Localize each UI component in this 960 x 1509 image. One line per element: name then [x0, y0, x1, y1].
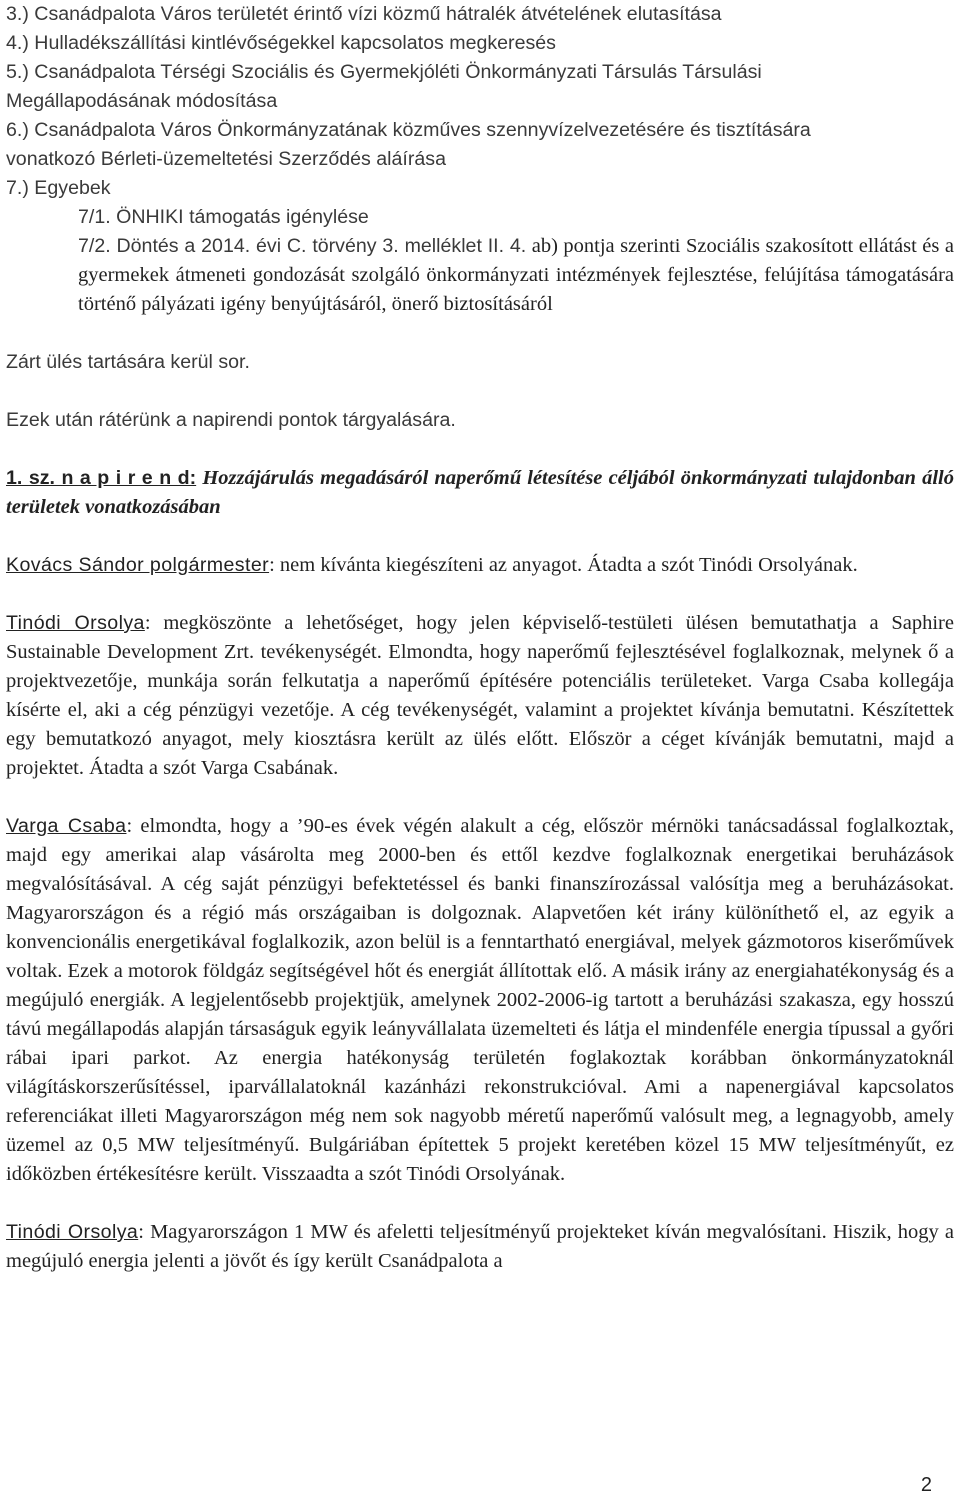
agenda-item-3: 3.) Csanádpalota Város területét érintő vízi közmű hátralék átvételének elutasítása — [6, 3, 722, 25]
paragraph-tinodi-2 — [6, 1218, 954, 1276]
topic-number: 1. sz. n a p i r e n d: — [6, 467, 197, 489]
paragraph-text: : nem kívánta kiegészíteni az anyagot. Átadta a szót Tinódi Orsolyának. — [269, 554, 858, 576]
speaker-name: Tinódi Orsolya — [6, 612, 145, 634]
agenda-item-4: 4.) Hulladékszállítási kintlévőségekkel kapcsolatos megkeresés — [6, 32, 556, 54]
speaker-name: Kovács Sándor polgármester — [6, 554, 270, 576]
agenda-item-6-line-2: vonatkozó Bérleti-üzemeltetési Szerződés aláírása — [6, 148, 446, 170]
agenda-item-6-line-1: 6.) Csanádpalota Város Önkormányzatának közműves szennyvízelvezetésére és tisztítására — [6, 119, 811, 141]
agenda-item-7-2-head: 7/2. Döntés a 2014. évi C. törvény 3. melléklet II. 4. — [78, 235, 527, 257]
agenda-item-7-2-rest: ab) pontja szerinti Szociális szakosított ellátást és a gyermekek átmeneti gondozását szolgáló önkormányzati intézmények fejlesztése, felújítása támogatására történő pályázati igény benyújtásáról, önerő biztosításáról — [78, 235, 954, 315]
paragraph-kovacs — [6, 551, 954, 580]
agenda-item-7-1: 7/1. ÖNHIKI támogatás igénylése — [78, 206, 369, 228]
page-number: 2 — [920, 1474, 932, 1496]
paragraph-varga — [6, 812, 954, 1189]
closed-session-note: Zárt ülés tartására kerül sor. — [6, 351, 250, 373]
topic-heading — [6, 464, 954, 522]
topic-title: Hozzájárulás megadásáról naperőmű létesítése céljából önkormányzati tulajdonban álló területek vonatkozásában — [6, 467, 954, 518]
agenda-list — [6, 0, 954, 319]
transition-text: Ezek után rátérünk a napirendi pontok tárgyalására. — [6, 409, 456, 431]
agenda-item-5-line-1: 5.) Csanádpalota Térségi Szociális és Gyermekjóléti Önkormányzati Társulás Társulási — [6, 61, 762, 83]
paragraph-text: : megköszönte a lehetőséget, hogy jelen képviselő-testületi ülésen bemutathatja a Saphire Sustainable Development Zrt. tevékenységét. Elmondta, hogy naperőmű fejlesztésével foglalkoznak, melynek ő a projektvezetője, munkája során felkutatja a naperőmű építésére potenciális területeket. Varga Csaba kollegája kísérte el, aki a cég pénzügyi vezetője. A cég tevékenységét, valamint a projektet kívánja bemutatni. Készítettek egy bemutatkozó anyagot, mely kiosztásra került az ülés előtt. Először a céget kívánják bemutatni, majd a projektet. Átadta a szót Varga Csabának. — [6, 612, 954, 779]
paragraph-text: : Magyarországon 1 MW és afeletti teljesítményű projekteket kíván megvalósítani. Hiszik, hogy a megújuló energia jelenti a jövőt és így került Csanádpalota a — [6, 1221, 954, 1272]
speaker-name: Varga Csaba — [6, 815, 127, 837]
agenda-item-7: 7.) Egyebek — [6, 177, 111, 199]
paragraph-text: : elmondta, hogy a ’90-es évek végén alakult a cég, először mérnöki tanácsadással foglalkoztak, majd egy amerikai alap vásárolta meg 2000-ben és ettől kezdve foglalkoznak energetikai beruházások megvalósításával. A cég saját pénzügyi befektetéssel és banki finanszírozással valósítja meg a beruházásokat. Magyarországon és a régió más országaiban is dolgoznak. Alapvetően két irány különíthető el, az egyik a konvencionális energetikával foglalkozik, azon belül is a fenntartható energiával, melyek gázmotoros kiserőművek voltak. Ezek a motorok földgáz segítségével hőt és energiát állítottak elő. A másik irány az energiahatékonyság és a megújuló energiák. A legjelentősebb projektjük, amelynek 2002-2006-ig tartott a beruházási szakasza, egy hosszú távú megállapodás alapján társaságuk egyik leányvállalata üzemelteti és látja el mindenféle energia típussal a győri rábai ipari parkot. Az energia hatékonyság területén foglakoztak korábban önkormányzatoknál világításkorszerűsítéssel, iparvállalatoknál kazánházi rekonstrukcióval. Ami a napenergiával kapcsolatos referenciákat illeti Magyarországon még nem sok nagyobb méretű naperőmű valósult meg, a legnagyobb, amely üzemel az 0,5 MW teljesítményű. Bulgáriában építettek 5 projekt keretében közel 15 MW teljesítményűt, ez időközben értékesítésre került. Visszaadta a szót Tinódi Orsolyának. — [6, 815, 955, 1185]
paragraph-tinodi-1 — [6, 609, 954, 783]
agenda-item-5-line-2: Megállapodásának módosítása — [6, 90, 278, 112]
agenda-item-7-2 — [6, 232, 954, 319]
speaker-name: Tinódi Orsolya — [6, 1221, 139, 1243]
